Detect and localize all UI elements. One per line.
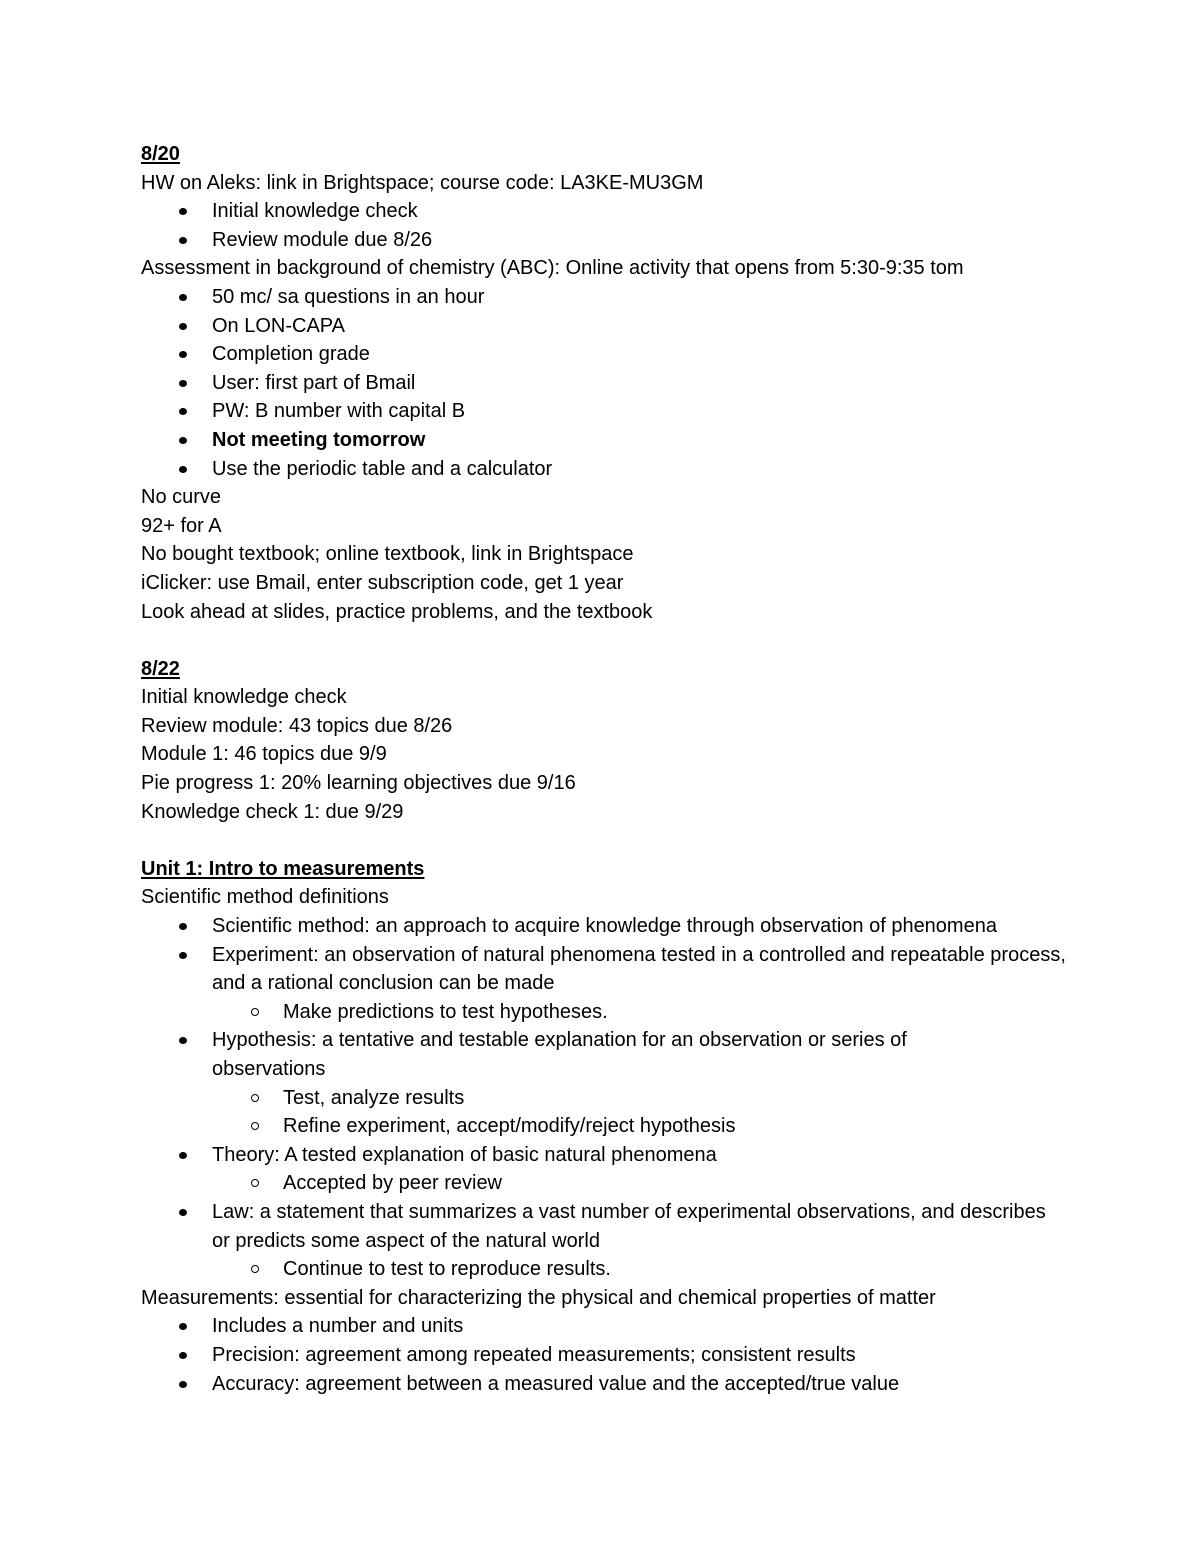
bullet-icon — [179, 466, 187, 473]
abc-bullet-list — [141, 283, 1081, 483]
sub-list-item: Test, analyze results — [141, 1084, 992, 1113]
list-item: Theory: A tested explanation of basic natural phenomena Accepted by peer review — [141, 1141, 1081, 1198]
bullet-icon — [179, 437, 187, 444]
note-line: Knowledge check 1: due 9/29 — [141, 800, 404, 823]
bullet-icon — [179, 351, 187, 358]
sub-list-item: Accepted by peer review — [141, 1169, 1081, 1198]
list-item: On LON-CAPA — [141, 312, 1081, 341]
note-line: Module 1: 46 topics due 9/9 — [141, 743, 387, 766]
sub-list-item: Refine experiment, accept/modify/reject hypothesis — [141, 1112, 992, 1141]
list-item: Experiment: an observation of natural phenomena tested in a controlled and repeatable process, and a rational conclusion can be made Make predictions to test hypotheses. — [141, 941, 1072, 1027]
hw-bullet-list — [141, 197, 1081, 254]
list-item: Precision: agreement among repeated measurements; consistent results — [141, 1341, 1081, 1370]
bullet-icon — [179, 1037, 187, 1044]
hw-line: HW on Aleks: link in Brightspace; course code: LA3KE-MU3GM — [141, 171, 704, 194]
bullet-icon — [179, 380, 187, 387]
list-item: Review module due 8/26 — [141, 226, 1081, 255]
sub-list — [212, 998, 1072, 1027]
list-item: Scientific method: an approach to acquire knowledge through observation of phenomena — [141, 912, 1081, 941]
sub-list-item: Make predictions to test hypotheses. — [141, 998, 1072, 1027]
definitions-list — [141, 912, 1081, 1284]
bullet-icon — [179, 1323, 187, 1330]
hollow-bullet-icon — [251, 1179, 259, 1187]
date-heading-8-20: 8/20 — [141, 143, 180, 165]
list-item: Use the periodic table and a calculator — [141, 455, 1081, 484]
bullet-icon — [179, 323, 187, 330]
measurements-line: Measurements: essential for characterizing the physical and chemical properties of matter — [141, 1286, 936, 1309]
hollow-bullet-icon — [251, 1265, 259, 1273]
note-line: Pie progress 1: 20% learning objectives due 9/16 — [141, 772, 576, 795]
list-item: 50 mc/ sa questions in an hour — [141, 283, 1081, 312]
note-line: iClicker: use Bmail, enter subscription code, get 1 year — [141, 571, 624, 594]
bullet-icon — [179, 923, 187, 930]
unit-heading: Unit 1: Intro to measurements — [141, 857, 425, 880]
bullet-icon — [179, 294, 187, 301]
bullet-icon — [179, 1209, 187, 1216]
list-item: Accuracy: agreement between a measured value and the accepted/true value — [141, 1370, 1081, 1399]
hollow-bullet-icon — [251, 1008, 259, 1016]
not-meeting-note: Not meeting tomorrow — [212, 428, 426, 451]
list-item: Hypothesis: a tentative and testable explanation for an observation or series of observations Test, analyze results Refine experiment, accept/modify/reject hypothesis — [141, 1026, 992, 1140]
sub-list — [212, 1084, 992, 1141]
list-item: PW: B number with capital B — [141, 397, 1081, 426]
list-item: Law: a statement that summarizes a vast number of experimental observations, and describes or predicts some aspect of the natural world Continue to test to reproduce results. — [141, 1198, 1062, 1284]
bullet-icon — [179, 237, 187, 244]
hollow-bullet-icon — [251, 1122, 259, 1130]
note-line: Review module: 43 topics due 8/26 — [141, 714, 453, 737]
list-item — [141, 426, 1081, 455]
document-page — [141, 140, 1081, 1398]
note-line: No bought textbook; online textbook, link in Brightspace — [141, 543, 634, 566]
bullet-icon — [179, 1381, 187, 1388]
list-item: Includes a number and units — [141, 1312, 1081, 1341]
bullet-icon — [179, 952, 187, 959]
note-line: Initial knowledge check — [141, 686, 347, 709]
bullet-icon — [179, 408, 187, 415]
list-item: User: first part of Bmail — [141, 369, 1081, 398]
sci-method-line: Scientific method definitions — [141, 886, 389, 909]
sub-list — [212, 1255, 1062, 1284]
bullet-icon — [179, 1152, 187, 1159]
sub-list-item: Continue to test to reproduce results. — [141, 1255, 1062, 1284]
measurements-list — [141, 1312, 1081, 1398]
note-line: No curve — [141, 486, 222, 509]
sub-list — [212, 1169, 1081, 1198]
abc-line: Assessment in background of chemistry (ABC): Online activity that opens from 5:30-9:35 tom — [141, 257, 964, 280]
note-line: Look ahead at slides, practice problems, and the textbook — [141, 600, 653, 623]
list-item: Completion grade — [141, 340, 1081, 369]
list-item: Initial knowledge check — [141, 197, 1081, 226]
date-heading-8-22: 8/22 — [141, 657, 180, 680]
bullet-icon — [179, 208, 187, 215]
bullet-icon — [179, 1352, 187, 1359]
note-line: 92+ for A — [141, 514, 222, 537]
hollow-bullet-icon — [251, 1094, 259, 1102]
